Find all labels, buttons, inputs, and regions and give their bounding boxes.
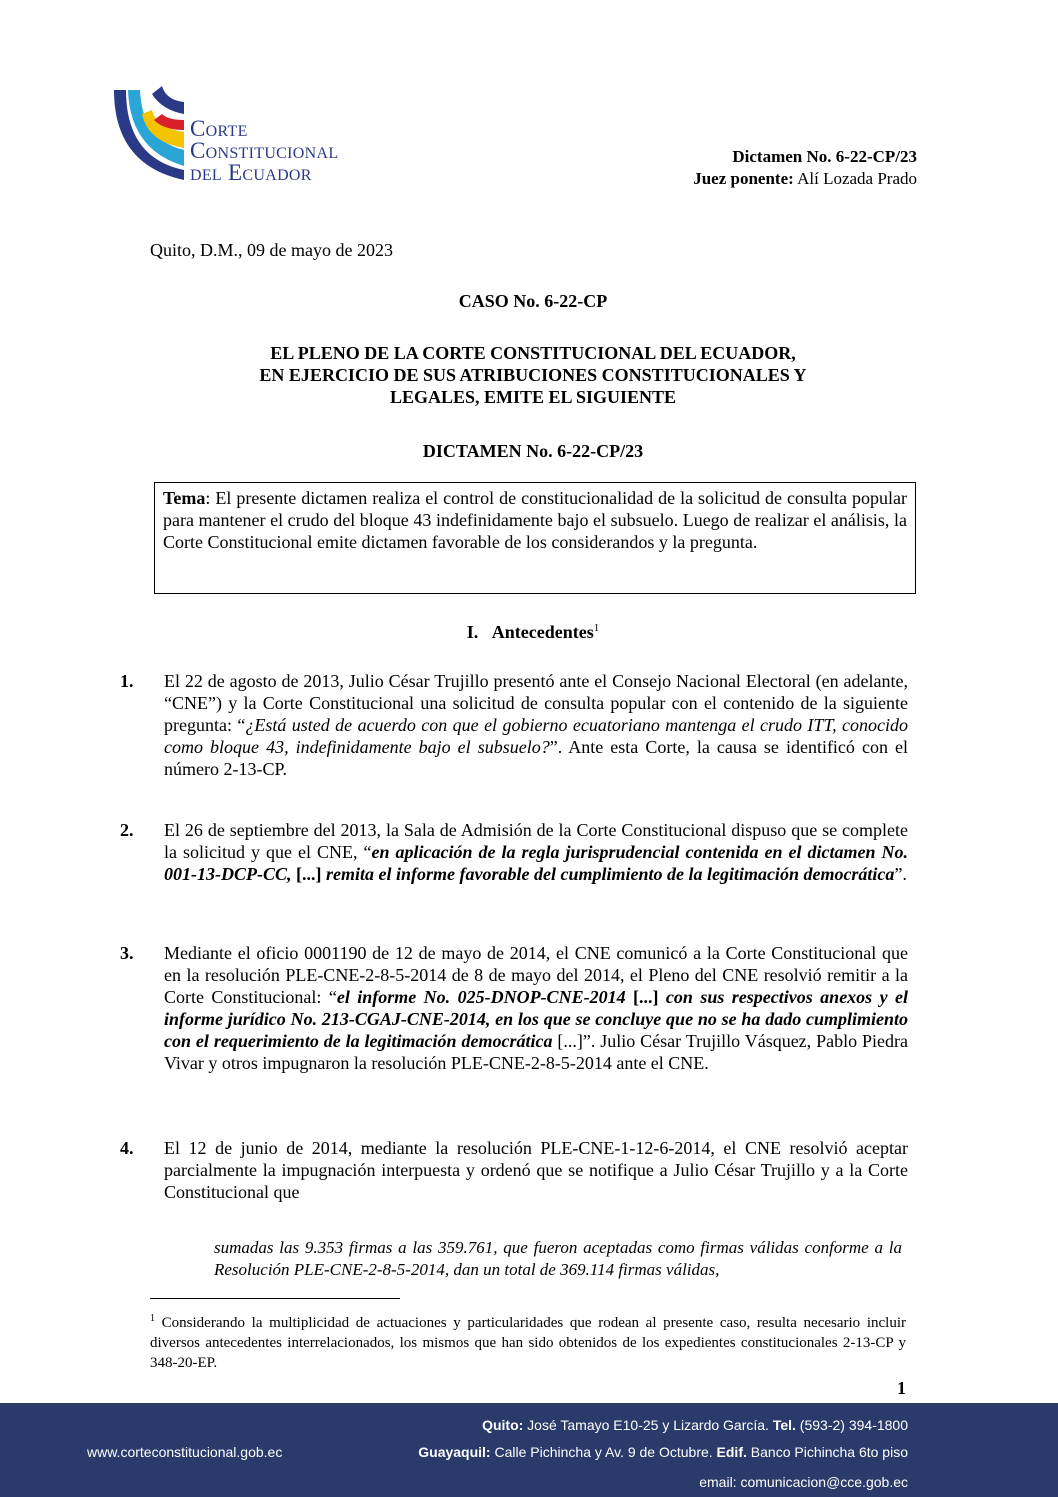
- paragraph-text: [164, 1137, 908, 1203]
- page-footer: [0, 1403, 1058, 1497]
- footnote-ref: 1: [593, 622, 600, 634]
- tema-text: : El presente dictamen realiza el control de constitucionalidad de la solicitud de consulta popular para mantener el crudo del bloque 43 indefinidamente bajo el subsuelo. Luego de realizar el análisis, la Corte Constitucional emite dictamen favorable de los considerandos y la pregunta.: [163, 488, 907, 552]
- paragraph-span: el informe No. 025-DNOP-CNE-2014: [336, 987, 626, 1007]
- footnote-mark: 1: [150, 1313, 155, 1324]
- paragraph-text: [164, 942, 908, 1074]
- paragraph-3: [120, 942, 908, 1074]
- tema-box: [154, 482, 916, 594]
- dictamen-title: DICTAMEN No. 6-22-CP/23: [422, 441, 644, 461]
- footer-email[interactable]: email: comunicacion@cce.gob.ec: [699, 1474, 908, 1490]
- footer-guayaquil: [418, 1444, 908, 1460]
- paragraph-span: [...]”. Julio César Trujillo Vásquez, Pablo Piedra Vivar y otros impugnaron la resolución PLE-CNE-2-8-5-2014 ante el CNE.: [164, 1031, 908, 1073]
- page-number: 1: [897, 1378, 906, 1398]
- pleno-heading: [150, 342, 916, 408]
- logo-line-1: Corte: [190, 116, 248, 141]
- paragraph-span: El 22 de agosto de 2013, Julio César Trujillo presentó ante el Consejo Nacional Electoral (en adelante, “CNE”) y la Corte Constitucional una solicitud de consulta popular con el contenido de la siguiente pregunta: “: [164, 671, 908, 735]
- paragraph-span: Mediante el oficio 0001190 de 12 de mayo de 2014, el CNE comunicó a la Corte Constitucional que en la resolución PLE-CNE-2-8-5-2014 de 8 de mayo del 2014, el Pleno del CNE resolvió remitir a la Corte Constitucional: “: [164, 943, 908, 1007]
- footnote-text: Considerando la multiplicidad de actuaciones y particularidades que rodean al presente caso, resulta necesario incluir diversos antecedentes interrelacionados, los mismos que han sido obtenidos de los expedientes constitucionales 2-13-CP y 348-20-EP.: [150, 1315, 906, 1371]
- footnote-divider: [150, 1298, 400, 1299]
- footnote: [150, 1309, 906, 1373]
- quito-label: Quito:: [482, 1417, 524, 1433]
- paragraph-span: El 12 de junio de 2014, mediante la resolución PLE-CNE-1-12-6-2014, el CNE resolvió aceptar parcialmente la impugnación interpuesta y ordenó que se notifique a Julio César Trujillo y a la Corte Constitucional que: [164, 1138, 908, 1202]
- paragraph-span: ”.: [894, 864, 907, 884]
- pleno-line-2: EN EJERCICIO DE SUS ATRIBUCIONES CONSTITUCIONALES Y: [259, 365, 807, 385]
- paragraph-number: 2.: [120, 820, 134, 840]
- footer-website[interactable]: www.corteconstitucional.gob.ec: [87, 1444, 283, 1460]
- paragraph-span: El 26 de septiembre del 2013, la Sala de Admisión de la Corte Constitucional dispuso que se complete la solicitud y que el CNE, “: [164, 820, 908, 862]
- tel-number: (593-2) 394-1800: [795, 1417, 908, 1433]
- paragraph-text: [164, 819, 908, 885]
- juez-name: Alí Lozada Prado: [797, 169, 917, 188]
- section-title: Antecedentes: [491, 622, 594, 642]
- paragraph-span: en aplicación de la regla jurisprudencial contenida en el dictamen No. 001-13-DCP-CC,: [164, 842, 908, 884]
- section-heading: [150, 622, 916, 643]
- document-header: [693, 146, 917, 190]
- document-date: Quito, D.M., 09 de mayo de 2023: [150, 240, 393, 260]
- logo-line-2: Constitucional: [190, 138, 339, 163]
- caso-title: CASO No. 6-22-CP: [458, 291, 608, 311]
- dictamen-number: Dictamen No. 6-22-CP/23: [732, 147, 917, 166]
- tema-label: Tema: [163, 488, 206, 508]
- paragraph-span: ”. Ante esta Corte, la causa se identificó con el número 2-13-CP.: [164, 737, 908, 779]
- tel-label: Tel.: [768, 1417, 796, 1433]
- paragraph-number: 4.: [120, 1138, 134, 1158]
- guayaquil-address: Calle Pichincha y Av. 9 de Octubre.: [490, 1444, 713, 1460]
- edif-label: Edif.: [712, 1444, 747, 1460]
- section-numeral: I.: [466, 622, 479, 642]
- edif-name: Banco Pichincha 6to piso: [746, 1444, 908, 1460]
- juez-label: Juez ponente:: [693, 169, 794, 188]
- paragraph-number: 3.: [120, 943, 134, 963]
- paragraph-span: ¿Está usted de acuerdo con que el gobierno ecuatoriano mantenga el crudo ITT, conocido como bloque 43, indefinidamente bajo el subsuelo?: [164, 715, 908, 757]
- paragraph-span: [...]: [291, 864, 326, 884]
- paragraph-1: [120, 670, 908, 780]
- pleno-line-1: EL PLENO DE LA CORTE CONSTITUCIONAL DEL ECUADOR,: [270, 343, 796, 363]
- paragraph-span: remita el informe favorable del cumplimiento de la legitimación democrática: [326, 864, 895, 884]
- quito-address: José Tamayo E10-25 y Lizardo García.: [523, 1417, 769, 1433]
- footer-quito: [482, 1417, 908, 1433]
- paragraph-span: [...]: [625, 987, 666, 1007]
- block-quote: sumadas las 9.353 firmas a las 359.761, que fueron aceptadas como firmas válidas conforme a la Resolución PLE-CNE-2-8-5-2014, dan un total de 369.114 firmas válidas,: [214, 1238, 902, 1279]
- guayaquil-label: Guayaquil:: [418, 1444, 491, 1460]
- logo-text: [190, 118, 338, 184]
- pleno-line-3: LEGALES, EMITE EL SIGUIENTE: [389, 387, 677, 407]
- paragraph-text: [164, 670, 908, 780]
- paragraph-span: con sus respectivos anexos y el informe jurídico No. 213-CGAJ-CNE-2014, en los que se concluye que no se ha dado cumplimiento con el requerimiento de la legitimación democrática: [164, 987, 909, 1051]
- logo-line-3: del Ecuador: [190, 160, 312, 185]
- paragraph-2: [120, 819, 908, 885]
- paragraph-4: [120, 1137, 908, 1203]
- paragraph-number: 1.: [120, 671, 134, 691]
